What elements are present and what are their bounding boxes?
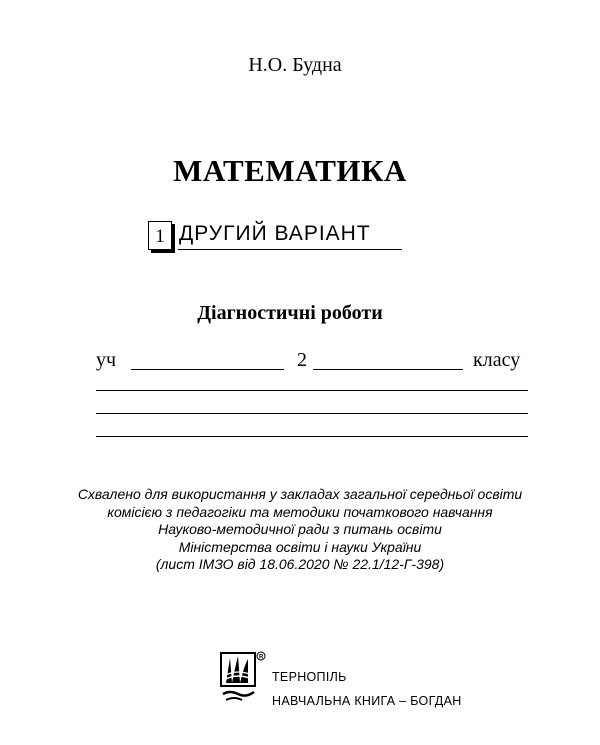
approval-line: Міністерства освіти і науки України — [178, 538, 422, 555]
name-blank-line — [131, 369, 284, 370]
class-prefix: уч — [96, 349, 117, 371]
svg-text:R: R — [259, 654, 264, 661]
bogdan-publisher-logo-icon — [218, 650, 268, 711]
approval-line: комісією з педагогіки та методики початкового навчання — [107, 503, 493, 520]
blank-line-1 — [96, 390, 528, 391]
publisher-name: НАВЧАЛЬНА КНИГА – БОГДАН — [272, 694, 462, 708]
publisher-info — [272, 665, 462, 713]
approval-line: Схвалено для використання у закладах загальної середньої освіти — [77, 486, 523, 502]
approval-note — [0, 486, 600, 574]
book-title: МАТЕМАТИКА — [173, 153, 407, 188]
author-name: Н.О. Будна — [248, 54, 342, 76]
approval-line: Науково-методичної ради з питань освіти — [158, 521, 442, 537]
blank-line-3 — [96, 436, 528, 437]
subtitle: Діагностичні роботи — [197, 302, 383, 324]
variant-number-box: 1 — [148, 221, 172, 250]
variant-underline — [178, 249, 402, 250]
blank-line-2 — [96, 413, 528, 414]
publisher-city: ТЕРНОПІЛЬ — [272, 670, 347, 684]
approval-line: (лист ІМЗО від 18.06.2020 № 22.1/12-Г-398) — [155, 556, 445, 572]
class-suffix: класу — [473, 349, 521, 371]
letter-blank-line — [313, 369, 463, 370]
class-grade: 2 — [297, 349, 307, 371]
variant-label: ДРУГИЙ ВАРІАНТ — [179, 222, 371, 245]
